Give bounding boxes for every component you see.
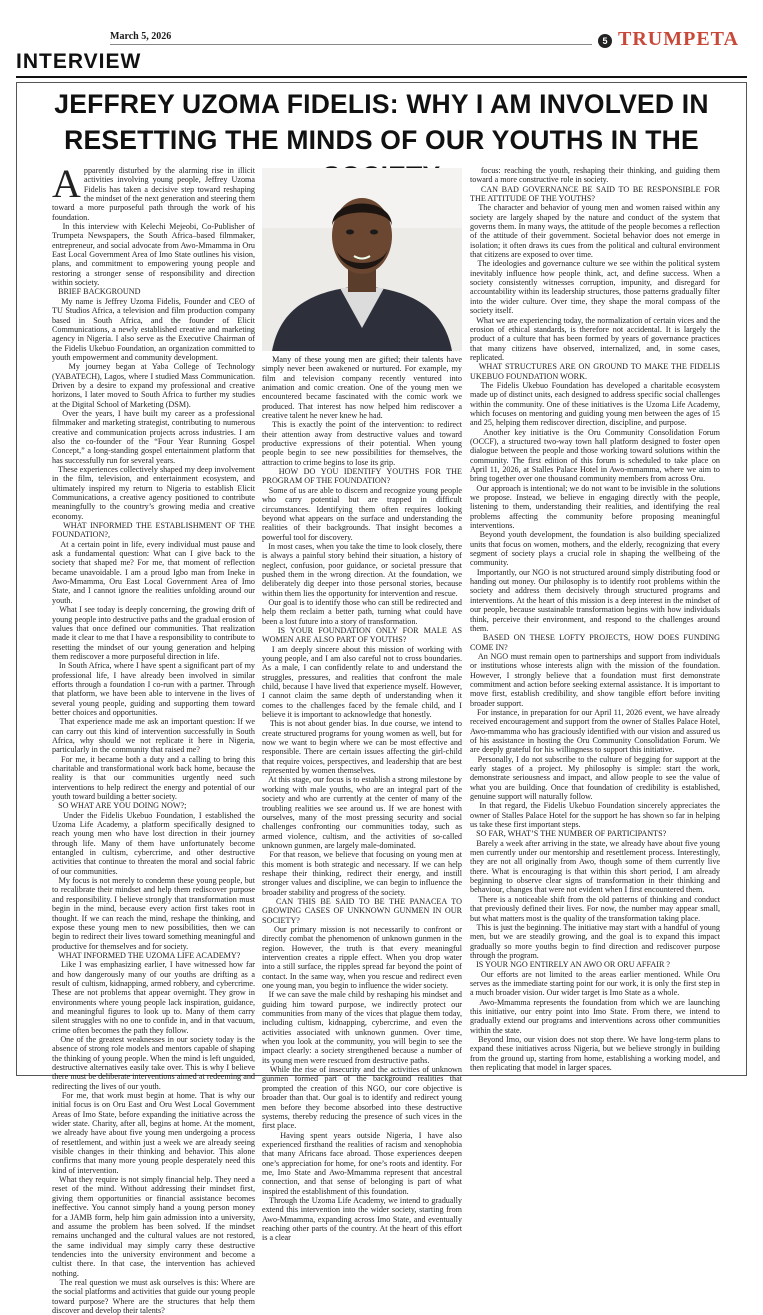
header-rule bbox=[110, 44, 592, 45]
interview-question: WHAT INFORMED THE UZOMA LIFE ACADEMY? bbox=[52, 950, 241, 960]
body-paragraph: Like I was emphasizing earlier, I have witnessed how far and how dangerously many of our youths are drifting as a result of cultism, kidnapping, armed robbery, and cybercrime. These are not problems that appear overnight. They grow in environments where young people lack inspiration, guidance, and meaningful figures to look up to. Many of them carry silent struggles with no one to confide in, and in that vacuum, crime often becomes the path they follow. bbox=[52, 960, 255, 1035]
article-column-2 bbox=[262, 355, 462, 1243]
body-paragraph: Many of these young men are gifted; their talents have simply never been awakened or nurtured. For example, my film and television company recently ventured into animation and comic creation. One of the young men we encountered became fascinated with the comic work we produced. That interest has now helped him rediscover a creative talent he never knew he had. bbox=[262, 355, 462, 421]
article-headline: JEFFREY UZOMA FIDELIS: WHY I AM INVOLVED IN RESETTING THE MINDS OF OUR YOUTHS IN THE bbox=[54, 89, 709, 155]
body-paragraph: The real question we must ask ourselves is this: Where are the social platforms and activities that guide our young people toward purpose? Where are the structures that help them discover and develop their talents? bbox=[52, 1277, 255, 1315]
body-paragraph: Beyond Imo, our vision does not stop there. We have long-term plans to expand these initiatives across Nigeria, but we believe strongly in building from the ground up, starting from home, establishing a working model, and then replicating that model in larger spaces. bbox=[470, 1034, 720, 1072]
body-paragraph: The Fidelis Ukebuo Foundation has developed a charitable ecosystem made up of distinct units, each designed to address specific social challenges within the community. One of these initiatives is the Uzoma Life Academy, which focuses on mentoring and guiding young men between the ages of 15 and 25, helping them rediscover direction, discipline, and purpose. bbox=[470, 380, 720, 428]
interview-question: IS YOUR NGO ENTIRELY AN AWO OR ORU AFFAIR ? bbox=[470, 960, 670, 970]
body-paragraph: These experiences collectively shaped my deep involvement in the film, television, and entertainment ecosystem, and ultimately inspired my return to Nigeria to establish Elicit Communications, a creative agency positioned to contribute meaningfully to the country’s growing media and creative economy. bbox=[52, 465, 255, 521]
body-paragraph: While the rise of insecurity and the activities of unknown gunmen formed part of the background realities that prompted the creation of this NGO, our core objective is broader than that. Our goal is to identify and redirect young men before they become absorbed into these destructive systems, thereby reducing the presence of such vices in the first place. bbox=[262, 1065, 462, 1131]
article-column-3 bbox=[470, 166, 720, 1072]
body-paragraph: My name is Jeffrey Uzoma Fidelis, Founder and CEO of TU Studios Africa, a television and film production company based in South Africa, and the founder of Elicit Communications, a newly established creative and marketing agency in Nigeria. I also serve as the Executive Chairman of the Fidelis Ukebuo Foundation, an organization committed to youth empowerment and community development. bbox=[52, 296, 255, 362]
body-paragraph: For instance, in preparation for our April 11, 2026 event, we have already received encouragement and support from the owner of Stalles Palace Hotel, Awo-mmamma who has graciously identified with our vision and assured us of his assistance in hosting the Oru Community Consolidation Forum. We are deeply grateful for his willingness to support this initiative. bbox=[470, 707, 720, 755]
section-label: INTERVIEW bbox=[16, 50, 142, 73]
interview-question: SO WHAT ARE YOU DOING NOW?; bbox=[52, 801, 187, 811]
section-rule bbox=[16, 76, 747, 78]
body-paragraph: Our goal is to identify those who can still be redirected and help them reclaim a better path, turning what could have been a lost future into a story of transformation. bbox=[262, 597, 462, 626]
body-paragraph: In this interview with Kelechi Mejeobi, Co-Publisher of Trumpeta Newspapers, the South Africa–based filmmaker, entrepreneur, and social advocate from Awo-Mmamma in Oru East Local Government Area of Imo State outlines his vision, plans, and commitment to empowering young people and restoring a stronger sense of responsibility and direction within society. bbox=[52, 222, 255, 288]
interview-question: HOW DO YOU IDENTIFY YOUTHS FOR THE PROGRAM OF THE FOUNDATION? bbox=[262, 467, 462, 486]
body-paragraph: This is just the beginning. The initiative may start with a handful of young men, but we are steadily growing, and the goal is to expand this impact gradually so more youths begin to find direction and rediscover purpose through the program. bbox=[470, 922, 720, 960]
body-paragraph: focus: reaching the youth, reshaping their thinking, and guiding them toward a more constructive role in society. bbox=[470, 166, 720, 185]
body-paragraph: That experience made me ask an important question: If we can carry out this kind of intervention successfully in South Africa, why should we not replicate it here in Nigeria, particularly in the community that raised me? bbox=[52, 717, 255, 755]
body-paragraph: What we are experiencing today, the normalization of certain vices and the erosion of ethical standards, is therefore not accidental. It is largely the product of a culture that has been formed by years of governance practices that many citizens have observed, internalized, and, in some cases, replicated. bbox=[470, 315, 720, 362]
body-paragraph: Under the Fidelis Ukebuo Foundation, I established the Uzoma Life Academy, a platform specifically designed to reach young men who have lost direction in their journey through life. Many of them have unfortunately become entangled in cultism, cybercrime, and other destructive activities that continue to threaten the moral and social fabric of our communities. bbox=[52, 810, 255, 876]
article-column-1 bbox=[52, 161, 255, 1315]
portrait-illustration bbox=[262, 168, 462, 351]
portrait-photo bbox=[262, 168, 462, 351]
body-paragraph: One of the greatest weaknesses in our society today is the absence of strong role models and mentors capable of shaping the thinking of young people. When the mind is left unguided, destructive alternatives easily take over. This is why I believe there must be deliberate interventions aimed at redeeming and redirecting the lives of our youth. bbox=[52, 1034, 255, 1091]
body-paragraph: My journey began at Yaba College of Technology (YABATECH), Lagos, where I studied Mass Communication. Driven by a desire to expand my professional and creative horizons, I later moved to South Africa to further my studies at the Digital School of Marketing (DSM). bbox=[52, 362, 255, 409]
body-paragraph: This is not about gender bias. In due course, we intend to create structured programs for young women as well, but for now we want to begin where we can be most effective and responsible. There are certain issues affecting the girl-child that require voices, perspectives, and leadership that are best represented by women themselves. bbox=[262, 719, 462, 776]
interview-question: WHAT STRUCTURES ARE ON GROUND TO MAKE THE FIDELIS UKEBUO FOUNDATION WORK. bbox=[470, 362, 720, 381]
interview-question: CAN BAD GOVERNANCE BE SAID TO BE RESPONSIBLE FOR THE ATTITUDE OF THE YOUTHS? bbox=[470, 184, 720, 204]
body-paragraph: For that reason, we believe that focusing on young men at this moment is both strategic and necessary. If we can help reshape their thinking, redirect their energy, and instill stronger values and discipline, we can begin to influence the broader stability and progress of the society. bbox=[262, 850, 462, 897]
interview-question: CAN THIS BE SAID TO BE THE PANACEA TO GROWING CASES OF UNKNOWN GUNMEN IN OUR SOCIETY? bbox=[262, 896, 462, 925]
body-paragraph: Beyond youth development, the foundation is also building specialized units that focus on women, mothers, and the elderly, recognizing that every segment of society plays a crucial role in shaping the wellbeing of the community. bbox=[470, 530, 720, 568]
newspaper-masthead: TRUMPETA bbox=[618, 28, 739, 50]
body-paragraph: Over the years, I have built my career as a professional filmmaker and marketing strategist, contributing to numerous creative and communication projects across industries. I am also the co-founder of the “Four Year Running Gospel Concept,” a long-standing gospel entertainment platform that has successfully run for several years. bbox=[52, 408, 255, 465]
body-paragraph: The character and behavior of young men and women raised within any society are largely shaped by the nature and conduct of the system that governs them. In many ways, the attitude of the people becomes a reflection of the attitude of their government. Societal behavior does not emerge in isolation; it often draws its cues from the political and cultural environment that citizens are exposed to over time. bbox=[470, 203, 720, 260]
body-paragraph: What I see today is deeply concerning, the growing drift of young people into destructive paths and the gradual erosion of values that once defined our communities. That realization made it clear to me that I have a responsibility to contribute to resetting the mindset of our young generation and helping them rediscover a more purposeful direction in life. bbox=[52, 605, 255, 661]
body-paragraph: The ideologies and governance culture we see within the political system inevitably influence how people think, act, and define success. When a society consistently witnesses corruption, impunity, and disregard for accountability within its leadership structures, those patterns gradually filter into the wider culture. Over time, they shape the moral compass of the society itself. bbox=[470, 259, 720, 316]
body-paragraph: Our approach is intentional; we do not want to be invisible in the solutions we propose. Instead, we believe in engaging directly with the people, listening to them, understanding their realities, and identifying the real problems affecting the community before proposing meaningful interventions. bbox=[470, 483, 720, 531]
lead-paragraph bbox=[52, 161, 255, 222]
body-paragraph: Another key initiative is the Oru Community Consolidation Forum (OCCF), a structured two-way town hall platform designed to foster open dialogue between the people and those working toward solutions within the community. The first edition of this forum is scheduled to take place on April 11, 2026, at Stalles Palace Hotel in Awo-mmamma, where we aim to bring together over one thousand community members from across Oru. bbox=[470, 427, 720, 484]
drop-cap: A bbox=[52, 161, 81, 206]
body-paragraph: Personally, I do not subscribe to the culture of begging for support at the early stages of a project. My philosophy is simple: start the work, demonstrate seriousness and impact, and allow people to see the value of what you are building. Once that foundation of credibility is established, genuine support will naturally follow. bbox=[470, 754, 720, 802]
body-paragraph: Barely a week after arriving in the state, we already have about five young men currently under our mentorship and resettlement process. Interestingly, they are not all originally from Awo, though some of them currently live there. What is encouraging is that within this short period, I am already beginning to observe clear signs of transformation in their thinking and behaviour, changes that were not evident when I first encountered them. bbox=[470, 838, 720, 895]
body-paragraph: Our efforts are not limited to the areas earlier mentioned. While Oru serves as the immediate starting point for our work, it is only the first step in a much broader vision. Our wider target is Imo State as a whole. bbox=[470, 969, 720, 998]
body-paragraph: Importantly, our NGO is not structured around simply distributing food or handing out money. Our philosophy is to identify root problems within the society and address them decisively through structured programs and interventions. At the heart of this mission is a deep interest in the mindset of our people, because sustainable transformation begins with how individuals think, perceive their environment, and respond to the challenges around them. bbox=[470, 567, 720, 633]
body-paragraph: If we can save the male child by reshaping his mindset and guiding him toward purpose, we indirectly protect our communities from many of the vices that plague them today, including cultism, kidnapping, cybercrime, and even the activities associated with unknown gunmen. Over time, when you look at the community, you will begin to see the impact clearly: a society strengthened because a number of its young men were rescued from destructive paths. bbox=[262, 990, 462, 1065]
body-paragraph: An NGO must remain open to partnerships and support from individuals or institutions whose interests align with the mission of the foundation. However, I strongly believe that a foundation must first demonstrate commitment and action before seeking external assistance. It is important to move first, establish credibility, and show tangible effort before inviting broader support. bbox=[470, 651, 720, 708]
issue-date: March 5, 2026 bbox=[110, 31, 172, 42]
interview-question: SO FAR, WHAT’S THE NUMBER OF PARTICIPANTS? bbox=[470, 829, 667, 839]
body-paragraph: There is a noticeable shift from the old patterns of thinking and conduct that previously defined their lives. For now, the number may appear small, but what matters most is the quality of the transformation taking place. bbox=[470, 894, 720, 923]
lead-text: pparently disturbed by the alarming rise in illicit activities involving young people, Jeffrey Uzoma Fidelis has taken a decisive step toward reshaping the mindset of the next generation and steering them toward a more purposeful path through the work of his foundation. bbox=[52, 166, 255, 222]
body-paragraph: For me, that work must begin at home. That is why our initial focus is on Oru East and Oru West Local Government Areas of Imo State, before expanding the initiative across the wider state. Charity, after all, begins at home. At the moment, we already have about five young men undergoing a process of resettlement, and within just a week we are already seeing visible changes in their thinking and behavior. This alone confirms that many more young people desperately need this kind of intervention. bbox=[52, 1091, 255, 1175]
body-paragraph: In most cases, when you take the time to look closely, there is always a painful story behind their situation, a history of neglect, confusion, poor guidance, or societal pressure that pushed them in the wrong direction. At the foundation, we deliberately dig deeper into those personal stories, because within them lies the opportunity for intervention and rescue. bbox=[262, 541, 462, 598]
body-paragraph: At this stage, our focus is to establish a strong milestone by working with male youths, who are an integral part of the society and who are currently at the center of many of the troubling realities we see around us. If we are honest with ourselves, many of the most pressing security and social challenges confronting our communities today, such as armed violence, cultism, and the activities of so-called unknown gunmen, are largely male-dominated. bbox=[262, 775, 462, 850]
body-paragraph: I am deeply sincere about this mission of working with young people, and I am also careful not to cross boundaries. As a male, I can confidently relate to and understand the struggles, pressures, and realities that confront the male child, because I have lived that experience myself. However, I cannot claim the same depth of understanding when it comes to the challenges faced by the female child, and I believe it is important to acknowledge that honestly. bbox=[262, 644, 462, 720]
interview-question: IS YOUR FOUNDATION ONLY FOR MALE AS WOMEN ARE ALSO PART OF YOUTHS? bbox=[262, 625, 462, 645]
body-paragraph: Some of us are able to discern and recognize young people who carry potential but are trapped in difficult circumstances. Identifying them often requires looking beyond what appears on the surface and understanding the realities of their backgrounds. That insight becomes a powerful tool for discovery. bbox=[262, 485, 462, 542]
page-header bbox=[0, 0, 763, 50]
body-paragraph: Through the Uzoma Life Academy, we intend to gradually extend this intervention into the wider society, starting from Awo-Mmamma, expanding across Imo State, and eventually reaching other parts of the country. At the heart of this effort is a clear bbox=[262, 1195, 462, 1243]
body-paragraph: Our primary mission is not necessarily to confront or directly combat the phenomenon of unknown gunmen in the region. However, the truth is that every meaningful intervention creates a ripple effect. When you drop water into a still surface, the ripples spread far beyond the point of contact. In the same way, when you rescue and redirect even one young man, you begin to influence the wider society. bbox=[262, 924, 462, 991]
page-number-badge: 5 bbox=[598, 34, 612, 48]
interview-question: BRIEF BACKGROUND bbox=[52, 287, 141, 297]
body-paragraph: In that regard, the Fidelis Ukebuo Foundation sincerely appreciates the owner of Stalles Palace Hotel for the support he has shown so far in helping us take these first important steps. bbox=[470, 801, 720, 830]
interview-question: BASED ON THESE LOFTY PROJECTS, HOW DOES FUNDING COME IN? bbox=[470, 633, 720, 652]
interview-question: WHAT INFORMED THE ESTABLISHMENT OF THE FOUNDATION?, bbox=[52, 521, 255, 540]
body-paragraph: My focus is not merely to condemn these young people, but to recalibrate their mindset and help them rediscover purpose and responsibility. I believe strongly that transformation must begin in the mind, because every action first takes root in thought. If we can reach the mind, reshape the thinking, and expose these young men to new possibilities, then we can begin to redirect their lives toward something meaningful and productive for themselves and for society. bbox=[52, 876, 255, 951]
body-paragraph: Awo-Mmamma represents the foundation from which we are launching this initiative, our entry point into Imo State. From there, we intend to gradually extend our programs and interventions across other communities within the state. bbox=[470, 997, 720, 1035]
body-paragraph: What they require is not simply financial help. They need a reset of the mind. Without addressing their mindset first, giving them opportunities or financial assistance becomes ineffective. You cannot simply hand a young person money for a JAMB form, help him gain admission into a university, and assume the problem has been solved. If the mindset remains unchanged and the cultural values are not restored, the same individual may simply carry these destructive tendencies into the university environment and become a cultist there. In that case, the intervention has achieved nothing. bbox=[52, 1175, 255, 1278]
body-paragraph: Having spent years outside Nigeria, I have also experienced firsthand the realities of racism and xenophobia that many Africans face abroad. Those experiences deepen one’s appreciation for home, for one’s roots and identity. For me, Imo State and Awo-Mmamma represent that ancestral connection, and that sense of belonging is part of what inspired the establishment of this foundation. bbox=[262, 1130, 462, 1196]
body-paragraph: This is exactly the point of the intervention: to redirect their attention away from destructive values and toward productive expressions of their potential. When young people begin to see new possibilities for themselves, the attraction to crime begins to lose its grip. bbox=[262, 420, 462, 467]
body-paragraph: In South Africa, where I have spent a significant part of my professional life, I have already been involved in similar efforts through a foundation I co-run with a partner. Through that platform, we have been able to intervene in the lives of several young people, guiding and supporting them toward better choices and opportunities. bbox=[52, 661, 255, 717]
body-paragraph: For me, it became both a duty and a calling to bring this charitable and transformational work back home, because the reality is that our communities urgently need such interventions to help redirect the energy and potential of our youth toward building a better society. bbox=[52, 754, 255, 802]
body-paragraph: At a certain point in life, every individual must pause and ask a fundamental question: What can I give back to the society that shaped me? For me, that moment of reflection became unavoidable. I am a proud Igbo man from Ineke in Awo-Mmamma, Oru East Local Government Area of Imo State, and I cannot ignore the realities unfolding around our youth. bbox=[52, 539, 255, 605]
